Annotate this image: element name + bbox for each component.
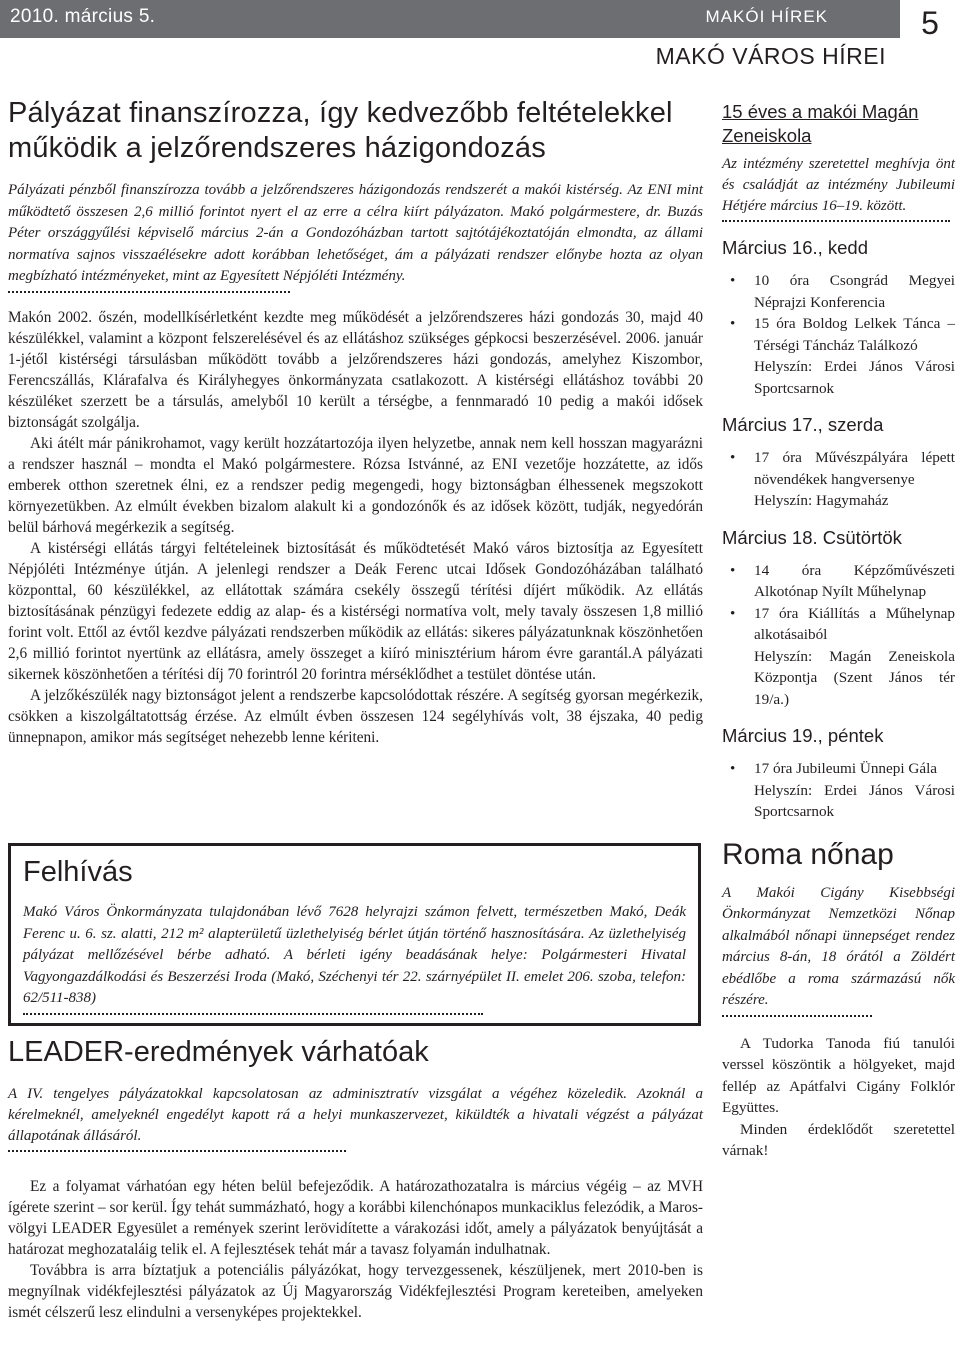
sidebar-intro: Az intézmény szeretettel meghívja önt és családját az intézmény Jubileumi Hétjére március 16–19. között. — [722, 156, 955, 214]
event-location: Helyszín: Erdei János Városi Sportcsarnok — [754, 358, 955, 397]
article-paragraph: Aki átélt már pánikrohamot, vagy került hozzátartozója ilyen helyzetbe, annak nem kell hosszan magyarázni a rendszer használ – mondta el Makó polgármestere. Rózsa Istvánné, az ENI vezetője hozzátette, az idős emberek otthon szeretnek élni, ez a rendszer pedig megengedi, hogy biztonságban élhessenek megszokott környezetükben. Az elmúlt években bizalom alakult ki a gondozónők és az idősek között, tudják, negyedórán belül bárhová megérkezik a segítség. — [8, 434, 703, 536]
event-list — [722, 270, 955, 356]
leader-body — [8, 1176, 703, 1323]
event-item: • 17 óra Jubileumi Ünnepi Gála — [722, 758, 955, 780]
article-lead: Pályázati pénzből finanszírozza tovább a jelzőrendszeres házigondozás rendszerét a makói kistérség. Az ENI mint működtető összesen 2,6 millió forintot nyert el az erre a célra kiírt pályázaton. Makó polgármestere, dr. Buzás Péter országgyűlési képviselő március 2-án a Gondozóházban tartott sajtótájékoztatóján elmondta, az állami normatíva sajnos visszaélésekre adott korábban lehetőséget, ám a pályázati rendszer előnybe hozta az olyan megbízható intézményeket, mint az Egyesített Népjóléti Intézmény. — [8, 182, 703, 284]
event-item: • 14 óra Képzőművészeti Alkotónap Nyílt Műhelynap — [722, 560, 955, 603]
event-location: Helyszín: Magán Zeneiskola Központja (Szent János tér 19/a.) — [754, 647, 955, 708]
article-paragraph: Makón 2002. őszén, modellkísérletként kezdte meg működését a jelzőrendszeres házi gondozás 30, majd 40 készülékkel, valamint a központ felszerelésével és az ellátáshoz szükséges gépkocsi beszerzésével. 2006. január 1-jétől kistérségi társulásban működött tovább a jelzőrendszeres házi gondozás, amelyhez Kiszombor, Ferencszállás, Klárafalva és Királyhegyes önkormányzata csatlakozott. A kistérségi ellátáshoz további 20 készüléket szerzett be a társulás, amelyből 10 került a térségbe, a fennmaradó 10 pedig a makói idősek biztonságát szolgálja. — [8, 308, 703, 431]
article-body — [8, 307, 703, 748]
event-item: • 17 óra Kiállítás a Műhelynap alkotásaiból — [722, 603, 955, 646]
event-list — [722, 758, 955, 780]
roma-body — [722, 1033, 955, 1162]
section-name: MAKÓI HÍREK — [705, 7, 828, 26]
event-item: • 15 óra Boldog Lelkek Tánca – Térségi Táncház Találkozó — [722, 313, 955, 356]
notice-box — [8, 843, 701, 1026]
roma-paragraph: Minden érdeklődőt szeretettel várnak! — [722, 1120, 955, 1159]
day-heading: Március 18. Csütörtök — [722, 526, 902, 548]
notice-title: Felhívás — [23, 856, 133, 888]
article-title: Pályázat finanszírozza, így kedvezőbb feltételekkel működik a jelzőrendszeres házigondozás — [8, 97, 673, 164]
main-article — [8, 96, 703, 748]
dotted-divider — [8, 1149, 346, 1152]
roma-paragraph: A Tudorka Tanoda fiú tanulói verssel köszöntik a hölgyeket, majd fellép az Apátfalvi Cigány Folklór Együttes. — [722, 1034, 955, 1116]
leader-title: LEADER-eredmények várhatóak — [8, 1036, 429, 1068]
article-paragraph: A jelzőkészülék nagy biztonságot jelent a rendszerbe kapcsolódottak részére. A segítség gyorsan megérkezik, csökken a kiszolgáltatottság érzése. Az elmúlt évben összesen 124 segélyhívás volt, 38 éjszaka, 40 pedig ünnepnapon, amikor más segítséget nehezebb lenne kériteni. — [8, 686, 703, 746]
leader-paragraph: Ez a folyamat várhatóan egy héten belül befejeződik. A határozathozatalra is március végéig – az MVH ígérete szerint – sor kerül. Így tehát summázható, hogy a korábbi kilenchónapos munkaciklus felezódik, a Maros-völgyi LEADER Egyesület a remények szerint lerövidítette a várakozási időt, amely a pályázatok benyújtását a határozat meghozataláig telik el. A fejlesztések tehát már a tavasz folyamán indulhatnak. — [8, 1178, 703, 1258]
dotted-divider — [722, 219, 950, 222]
notice-text: Makó Város Önkormányzata tulajdonában lévő 7628 helyrajzi számon felvett, természetben Makó, Deák Ferenc u. 6. sz. alatti, 212 m² alapterületű üzlethelyiség bérlet útján történő hasznosítására. Az üzlethelyiség pályázat mellőzésével bérbe adható. A bérleti igény beadásának helye: Polgármesteri Hivatal Vagyongazdálkodási és Beszerzési Iroda (Makó, Széchenyi tér 22. szárnyépület II. emelet 206. szoba, telefon: 62/511-838) — [23, 904, 686, 1006]
event-item: • 17 óra Művészpályára lépett növendékek hangversenye — [722, 447, 955, 490]
article-paragraph: A kistérségi ellátás tárgyi feltételeinek biztosítását és működtetését Makó város biztosítja az Egyesített Népjóléti Intézménye útján. A jelenlegi rendszer a Deák Ferenc utcai Idősek Gondozóházában található központtal, 60 készülékkel, az ellátottak számára csekély összegű térítési díjért működik. Az ellátás biztosításának pénzügyi fedezete eddig az alap- és a kistérségi normatíva volt, mely tavaly összesen 1,8 millió forint volt. Ettől az évtől kezdve pályázati rendszerben működik az ellátás: sikeres pályázatunknak köszönhetően 2,6 millió forintot nyertünk az ellátásra, amely összeget a kiíró minisztérium három évre garantál.A pályázati sikernek köszönhetően a térítési díj 70 forintról 20 forintra mérséklődhet a testület döntése után. — [8, 539, 703, 683]
leader-lead: A IV. tengelyes pályázatokkal kapcsolatosan az adminisztratív vizsgálat a végéhez közeledik. Azoknál a kérelmeknél, amelyeknél engedélyt kapott rá a helyi munkaszervezet, kiküldték a hivatali végzést a pályázat állapotának állásáról. — [8, 1086, 703, 1144]
sidebar-title: 15 éves a makói Magán Zeneiskola — [722, 101, 919, 146]
leader-article — [8, 1034, 703, 1323]
day-heading: Március 19., péntek — [722, 725, 884, 746]
dotted-divider — [8, 290, 290, 293]
dotted-divider — [23, 1012, 483, 1015]
roma-title: Roma nőnap — [722, 837, 894, 871]
header-bar — [0, 0, 900, 38]
event-location: Helyszín: Hagymaház — [754, 492, 889, 509]
page-number: 5 — [900, 0, 960, 46]
event-item: • 10 óra Csongrád Megyei Néprajzi Konferencia — [722, 270, 955, 313]
event-list — [722, 560, 955, 646]
leader-paragraph: Továbbra is arra bíztatjuk a potenciális pályázókat, hogy tervezgessenek, készüljenek, mert 2010-ben is megnyílnak vidékfejlesztési pályázatok az Új Magyarország Vidékfejlesztési Program kereteiben, amelyeken ismét célszerű lesz elindulni a versenyképes projektekkel. — [8, 1262, 703, 1321]
event-list — [722, 447, 955, 490]
day-heading: Március 16., kedd — [722, 237, 869, 258]
dotted-divider — [722, 1014, 872, 1017]
sidebar — [722, 100, 955, 1162]
event-location: Helyszín: Erdei János Városi Sportcsarnok — [754, 781, 955, 820]
day-heading: Március 17., szerda — [722, 414, 884, 435]
issue-date: 2010. március 5. — [10, 6, 156, 27]
section-subtitle: MAKÓ VÁROS HÍREI — [554, 38, 900, 74]
roma-lead: A Makói Cigány Kisebbségi Önkormányzat Nemzetközi Nőnap alkalmából nőnapi ünnepséget rendez március 8-án, 18 órától a Zöldért ebédlőbe a roma származású nők részére. — [722, 884, 955, 1008]
